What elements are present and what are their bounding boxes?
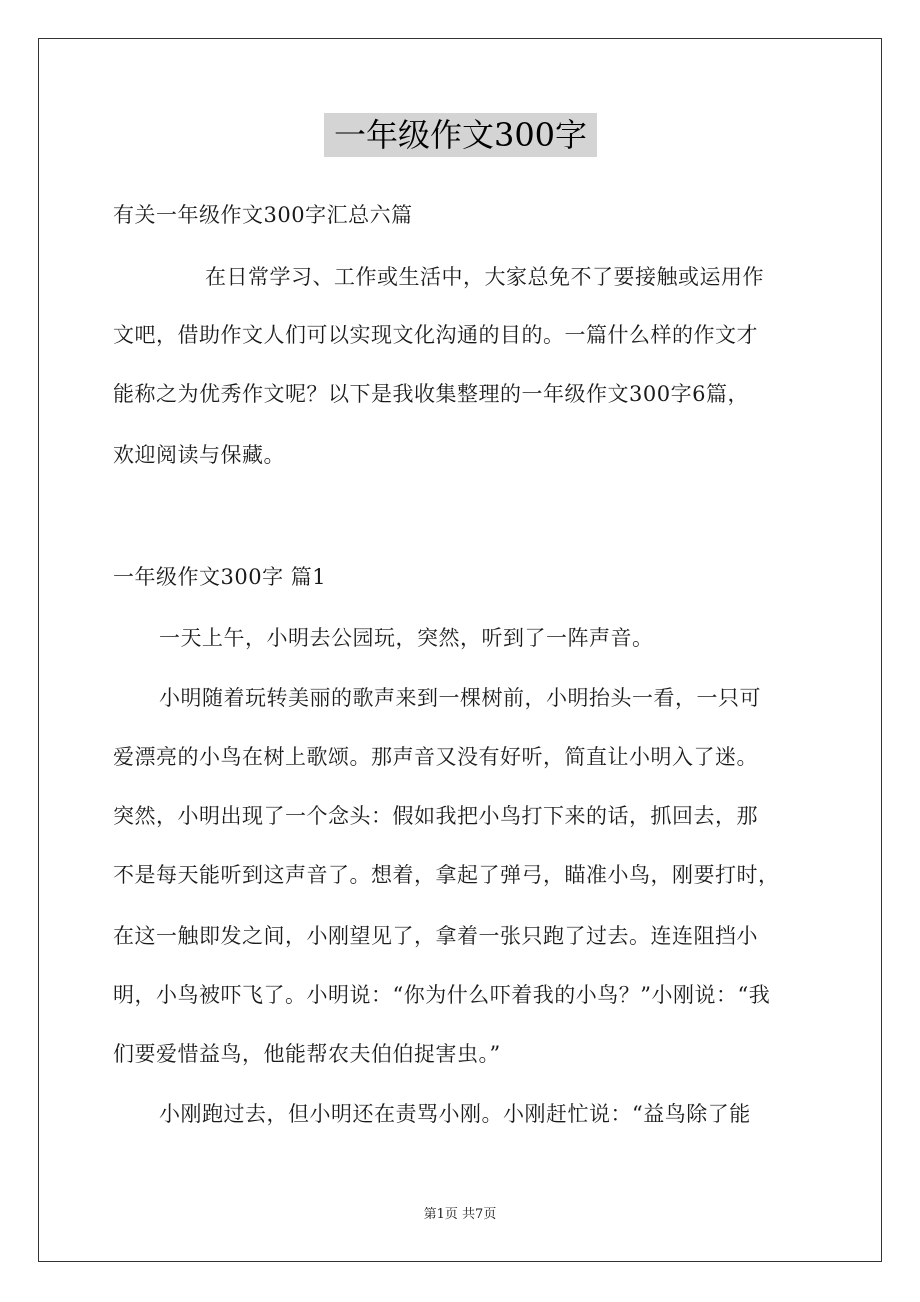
subtitle-line: 有关一年级作文300字汇总六篇: [113, 203, 413, 227]
section-heading: 一年级作文300字 篇1: [113, 565, 327, 589]
body-line-1: 一天上午，小明去公园玩，突然，听到了一阵声音。: [159, 626, 654, 650]
body-line-6: 在这一触即发之间，小刚望见了，拿着一张只跑了过去。连连阻挡小: [113, 924, 758, 948]
page-footer: 第1页 共7页: [423, 1207, 497, 1222]
body-line-5: 不是每天能听到这声音了。想着，拿起了弹弓，瞄准小鸟，刚要打时，: [113, 863, 780, 887]
body-line-8: 们要爱惜益鸟，他能帮农夫伯伯捉害虫。”: [113, 1042, 501, 1066]
body-line-2: 小明随着玩转美丽的歌声来到一棵树前，小明抬头一看，一只可: [159, 686, 761, 710]
intro-line-2: 文吧，借助作文人们可以实现文化沟通的目的。一篇什么样的作文才: [113, 323, 758, 347]
intro-line-4: 欢迎阅读与保藏。: [113, 443, 285, 467]
intro-line-3: 能称之为优秀作文呢？以下是我收集整理的一年级作文300字6篇，: [113, 382, 749, 406]
body-line-7: 明，小鸟被吓飞了。小明说：“你为什么吓着我的小鸟？”小刚说：“我: [113, 983, 771, 1007]
body-line-9: 小刚跑过去，但小明还在责骂小刚。小刚赶忙说：“益鸟除了能: [159, 1102, 751, 1126]
body-line-3: 爱漂亮的小鸟在树上歌颂。那声音又没有好听，简直让小明入了迷。: [113, 745, 758, 769]
body-line-4: 突然，小明出现了一个念头：假如我把小鸟打下来的话，抓回去，那: [113, 804, 758, 828]
intro-line-1: 在日常学习、工作或生活中，大家总免不了要接触或运用作: [205, 265, 764, 289]
document-title: 一年级作文300字: [324, 113, 597, 157]
